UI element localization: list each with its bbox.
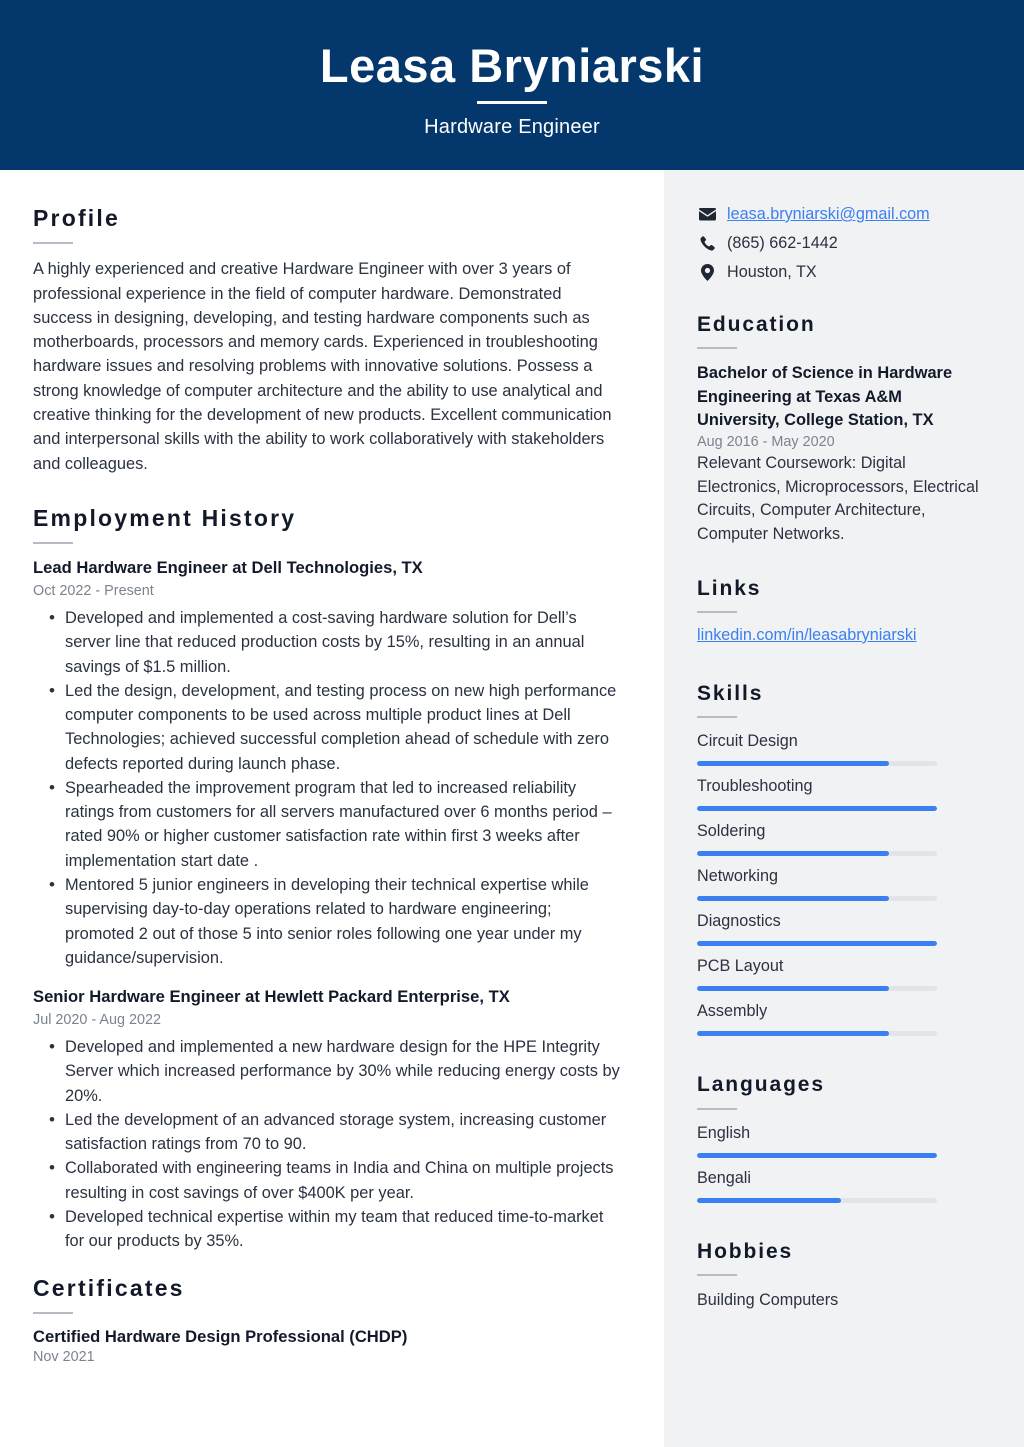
skill-item-label: Soldering xyxy=(697,822,766,841)
phone-icon xyxy=(697,234,717,253)
linkedin-link[interactable]: linkedin.com/in/leasabryniarski xyxy=(697,625,917,644)
skill-item-bar-fill xyxy=(697,806,937,811)
language-item xyxy=(697,1123,988,1158)
education-entry xyxy=(697,362,988,547)
job-bullet-list xyxy=(33,1035,620,1254)
language-item-bar-fill xyxy=(697,1153,937,1158)
header-divider xyxy=(477,101,547,104)
main-column xyxy=(0,170,664,1447)
contact-row xyxy=(697,233,988,254)
education-heading: Education xyxy=(697,313,816,337)
job-entry xyxy=(33,557,620,970)
skill-item-bar-fill xyxy=(697,896,889,901)
skill-item-bar-track xyxy=(697,806,937,811)
skill-item xyxy=(697,776,988,811)
heading-rule xyxy=(697,611,737,613)
job-list xyxy=(33,557,620,1253)
education-description: Relevant Coursework: Digital Electronics, Microprocessors, Electrical Circuits, Computer Architecture, Computer Networks. xyxy=(697,454,979,544)
contact-row[interactable] xyxy=(697,204,988,225)
heading-rule xyxy=(697,1108,737,1110)
profile-heading: Profile xyxy=(33,205,120,231)
job-bullet: • Developed technical expertise within my team that reduced time-to-market for our products by 35%. xyxy=(33,1205,620,1254)
skill-item-bar-fill xyxy=(697,986,889,991)
job-bullet: • Developed and implemented a cost-saving hardware solution for Dell’s server line that reduced production costs by 15%, resulting in an annual savings of $1.5 million. xyxy=(33,606,620,679)
job-title: Senior Hardware Engineer at Hewlett Packard Enterprise, TX xyxy=(33,987,510,1007)
sidebar-column xyxy=(664,170,1024,1447)
skill-item-bar-track xyxy=(697,896,937,901)
section-profile xyxy=(33,206,620,476)
skill-item xyxy=(697,866,988,901)
skill-item xyxy=(697,821,988,856)
heading-rule xyxy=(33,542,73,544)
skill-list xyxy=(697,731,988,1036)
employment-heading: Employment History xyxy=(33,504,297,531)
heading-rule xyxy=(697,716,737,718)
skill-item-bar-fill xyxy=(697,761,889,766)
profile-text: A highly experienced and creative Hardware Engineer with over 3 years of professional experience in the field of computer hardware. Demonstrated success in designing, developing, and testing hardware components such as motherboards, processors and memory cards. Experienced in troubleshooting hardware issues and resolving problems with innovative solutions. Possess a strong knowledge of computer architecture and the ability to use analytical and creative thinking for the development of new products. Excellent communication and interpersonal skills with the ability to work collaboratively with stakeholders and colleagues. xyxy=(33,260,612,473)
resume-header xyxy=(0,0,1024,170)
skills-heading: Skills xyxy=(697,681,764,705)
skill-item-bar-track xyxy=(697,1031,937,1036)
skill-item-bar-fill xyxy=(697,1031,889,1036)
skill-item-bar-fill xyxy=(697,851,889,856)
skill-item-label: Assembly xyxy=(697,1002,768,1021)
hobbies-heading: Hobbies xyxy=(697,1239,794,1263)
certificate-list xyxy=(33,1327,620,1365)
map-pin-icon xyxy=(697,263,717,282)
skill-item-label: PCB Layout xyxy=(697,957,784,976)
job-title: Lead Hardware Engineer at Dell Technologies, TX xyxy=(33,558,423,578)
link-list xyxy=(697,626,988,645)
certificate-date: Nov 2021 xyxy=(33,1348,95,1365)
links-heading: Links xyxy=(697,576,762,600)
skill-item xyxy=(697,1001,988,1036)
skill-item xyxy=(697,731,988,766)
section-links xyxy=(697,577,988,645)
section-certificates xyxy=(33,1276,620,1365)
contact-row xyxy=(697,262,988,283)
language-item-bar-track xyxy=(697,1198,937,1203)
certificate-entry xyxy=(33,1327,620,1365)
heading-rule xyxy=(697,347,737,349)
job-entry xyxy=(33,986,620,1253)
skill-item-bar-fill xyxy=(697,941,937,946)
job-date: Oct 2022 - Present xyxy=(33,582,154,599)
hobbies-text: Building Computers xyxy=(697,1290,839,1309)
skill-item xyxy=(697,956,988,991)
skill-item-bar-track xyxy=(697,986,937,991)
header-job-title: Hardware Engineer xyxy=(424,116,600,139)
certificate-title: Certified Hardware Design Professional (CHDP) xyxy=(33,1326,408,1346)
education-list xyxy=(697,362,988,547)
job-bullet: • Led the development of an advanced storage system, increasing customer satisfaction ratings from 70 to 90. xyxy=(33,1108,620,1157)
resume-body xyxy=(0,170,1024,1447)
skill-item-bar-track xyxy=(697,941,937,946)
heading-rule xyxy=(33,1312,73,1314)
certificates-heading: Certificates xyxy=(33,1274,185,1301)
skill-item-label: Diagnostics xyxy=(697,912,781,931)
language-item-label: Bengali xyxy=(697,1168,752,1187)
language-item-bar-fill xyxy=(697,1198,841,1203)
job-bullet: • Spearheaded the improvement program that led to increased reliability ratings from customers for all servers manufactured over 6 months period – rated 90% or higher customer satisfaction rate within first 3 weeks after implementation start date . xyxy=(33,776,620,873)
heading-rule xyxy=(33,242,73,244)
language-item-bar-track xyxy=(697,1153,937,1158)
education-degree: Bachelor of Science in Hardware Engineering at Texas A&M University, College Station, TX xyxy=(697,364,953,429)
job-bullet-list xyxy=(33,606,620,970)
page-title: Leasa Bryniarski xyxy=(319,38,705,92)
skill-item-bar-track xyxy=(697,851,937,856)
language-item xyxy=(697,1168,988,1203)
job-date: Jul 2020 - Aug 2022 xyxy=(33,1011,162,1028)
section-skills xyxy=(697,682,988,1037)
heading-rule xyxy=(697,1274,737,1276)
section-employment-history xyxy=(33,506,620,1254)
job-bullet: • Mentored 5 junior engineers in developing their technical expertise while supervising day-to-day operations related to hardware engineering; promoted 2 out of those 5 into senior roles following one year under my guidance/supervision. xyxy=(33,873,620,970)
job-bullet: • Developed and implemented a new hardware design for the HPE Integrity Server which increased performance by 30% while reducing energy costs by 20%. xyxy=(33,1035,620,1108)
education-date: Aug 2016 - May 2020 xyxy=(697,434,835,451)
language-item-label: English xyxy=(697,1123,751,1142)
contact-value: Houston, TX xyxy=(727,263,817,282)
languages-heading: Languages xyxy=(697,1073,825,1097)
section-hobbies xyxy=(697,1240,988,1312)
section-education xyxy=(697,313,988,547)
envelope-icon xyxy=(697,205,717,224)
job-bullet: • Collaborated with engineering teams in India and China on multiple projects resulting in cost savings of over $400K per year. xyxy=(33,1156,620,1205)
skill-item-bar-track xyxy=(697,761,937,766)
skill-item-label: Networking xyxy=(697,867,778,886)
contact-email-link[interactable]: leasa.bryniarski@gmail.com xyxy=(727,205,930,223)
contact-value: (865) 662-1442 xyxy=(727,234,838,253)
skill-item-label: Circuit Design xyxy=(697,731,798,750)
skill-item-label: Troubleshooting xyxy=(697,777,813,796)
language-list xyxy=(697,1123,988,1203)
contact-list xyxy=(697,204,988,283)
section-languages xyxy=(697,1073,988,1202)
job-bullet: • Led the design, development, and testing process on new high performance computer components to be used across multiple product lines at Dell Technologies; achieved successful completion ahead of schedule with zero defects reported during launch phase. xyxy=(33,679,620,776)
skill-item xyxy=(697,911,988,946)
